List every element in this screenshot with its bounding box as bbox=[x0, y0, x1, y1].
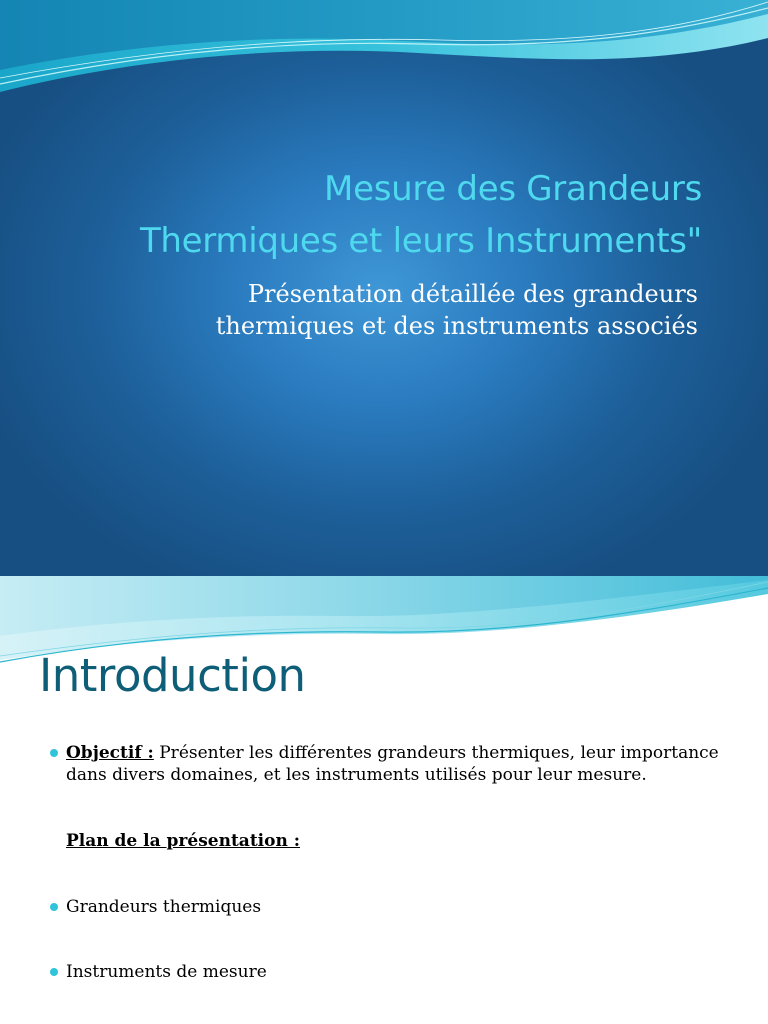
slide-title bbox=[22, 163, 702, 267]
plan-heading bbox=[66, 830, 736, 852]
list-item bbox=[66, 896, 736, 918]
list-item bbox=[66, 961, 736, 983]
plan-label: Plan de la présentation : bbox=[66, 831, 301, 851]
title-line-2: Thermiques et leurs Instruments" bbox=[139, 221, 702, 261]
bullet-icon bbox=[50, 749, 58, 757]
subtitle-line-1: Présentation détaillée des grandeurs bbox=[247, 280, 698, 308]
list-item-label: Grandeurs thermiques bbox=[66, 897, 262, 917]
subtitle-line-2: thermiques et des instruments associés bbox=[215, 312, 698, 340]
slide-title: Introduction bbox=[39, 649, 306, 702]
bullet-icon bbox=[50, 903, 58, 911]
slide-subtitle bbox=[18, 278, 698, 342]
list-item-objective bbox=[66, 742, 736, 786]
objective-label: Objectif : bbox=[66, 743, 154, 763]
list-item-label: Instruments de mesure bbox=[66, 962, 267, 982]
objective-text: Présenter les différentes grandeurs thermiques, leur importance dans divers domaines, et les instruments utilisés pour leur mesure. bbox=[66, 743, 719, 785]
introduction-slide bbox=[0, 576, 768, 1024]
bullet-icon bbox=[50, 968, 58, 976]
title-line-1: Mesure des Grandeurs bbox=[324, 169, 702, 209]
wave-decoration bbox=[0, 0, 768, 100]
